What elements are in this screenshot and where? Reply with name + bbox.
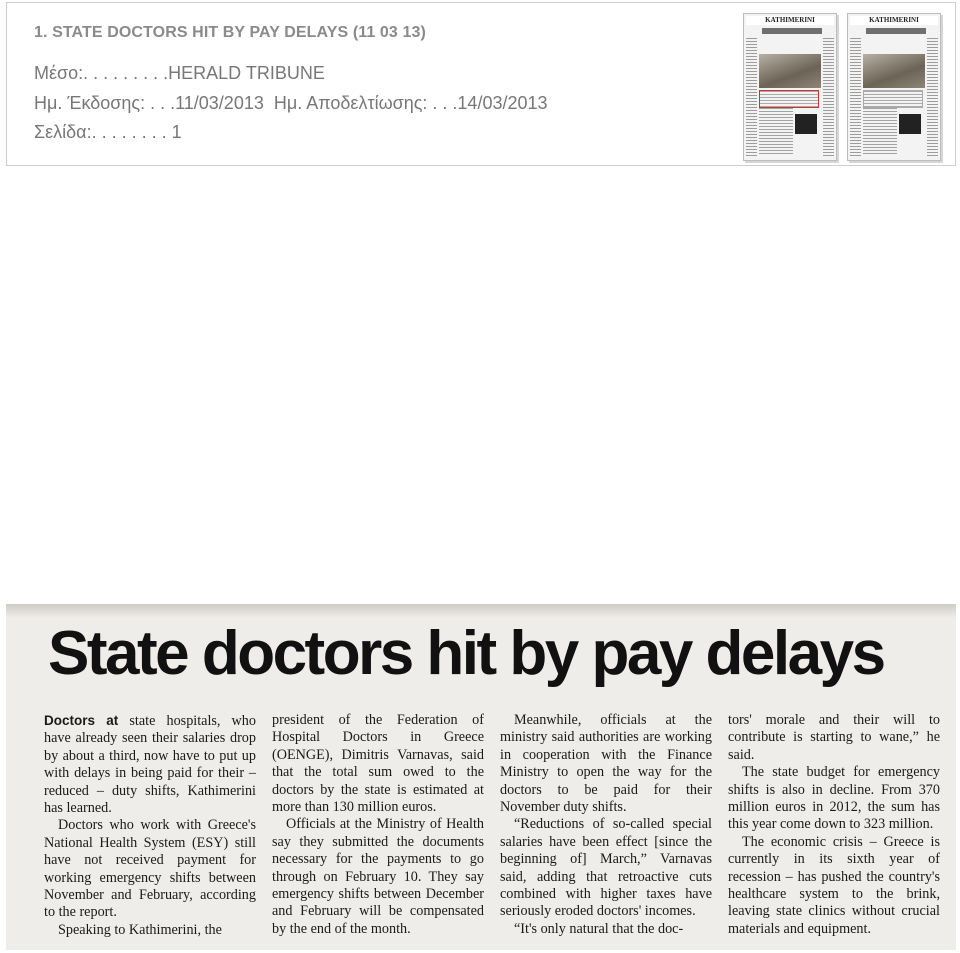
article-paragraph: The state budget for emergency shifts is also in decline. From 370 million euros in 2012, the sum has this year come down to 323 million.	[728, 764, 940, 833]
thumbnail-masthead: KATHIMERINI	[746, 16, 834, 25]
page-thumbnail[interactable]	[847, 13, 941, 161]
newspaper-clipping	[6, 604, 956, 950]
article-paragraph: The economic crisis – Greece is currently in its sixth year of recession – has pushed the country's healthcare system to the brink, leaving state clinics without crucial materials and equipment.	[728, 833, 940, 937]
page-line: Σελίδα:. . . . . . . . 1	[34, 122, 182, 142]
article-column	[500, 712, 712, 938]
article-paragraph: Doctors who work with Greece's National Health System (ESY) still have not received payment for working emergency shifts between November and February, according to the report.	[44, 817, 256, 921]
clipping-title: 1. STATE DOCTORS HIT BY PAY DELAYS (11 03 13)	[34, 24, 426, 41]
thumbnail-photo	[863, 54, 925, 88]
article-paragraph: president of the Federation of Hospital Doctors in Greece (OENGE), Dimitris Varnavas, said that the total sum owed to the doctors by the state is estimated at more than 130 million euros.	[272, 712, 484, 816]
thumbnail-masthead: KATHIMERINI	[850, 16, 938, 25]
page-thumbnail[interactable]	[743, 13, 837, 161]
article-paragraph: Doctors at state hospitals, who have already seen their salaries drop by about a third, now have to put up with delays in being paid for their – reduced – duty shifts, Kathimerini has learned.	[44, 713, 256, 817]
article-paragraph: Meanwhile, officials at the ministry said authorities are working in cooperation with the Finance Ministry to open the way for the doctors to be paid for their November duty shifts.	[500, 712, 712, 816]
dates-line: Ημ. Έκδοσης: . . .11/03/2013 Ημ. Αποδελτίωσης: . . .14/03/2013	[34, 93, 548, 113]
article-headline: State doctors hit by pay delays	[48, 619, 884, 688]
thumbnail-photo	[759, 54, 821, 88]
medium-line: Μέσο:. . . . . . . . .HERALD TRIBUNE	[34, 63, 325, 83]
article-paragraph: Speaking to Kathimerini, the	[58, 921, 222, 938]
clipping-header	[6, 2, 956, 166]
article-paragraph: “Reductions of so-called special salaries have been effect [since the beginning of] March,” Varnavas said, adding that retroactive cuts combined with higher taxes have seriously eroded doctors' incomes.	[500, 816, 712, 920]
article-column	[728, 712, 940, 938]
lead-in: Doctors at	[44, 713, 119, 728]
article-highlight-box	[759, 90, 819, 108]
article-column	[44, 712, 256, 939]
article-paragraph: tors' morale and their will to contribute is starting to wane,” he said.	[728, 712, 940, 763]
article-paragraph: Officials at the Ministry of Health say they submitted the documents necessary for the payments to go through on February 10. They say emergency shifts between December and February will be compensated by the end of the month.	[272, 816, 484, 937]
article-column	[272, 712, 484, 938]
article-paragraph: “It's only natural that the doc-	[514, 920, 684, 937]
